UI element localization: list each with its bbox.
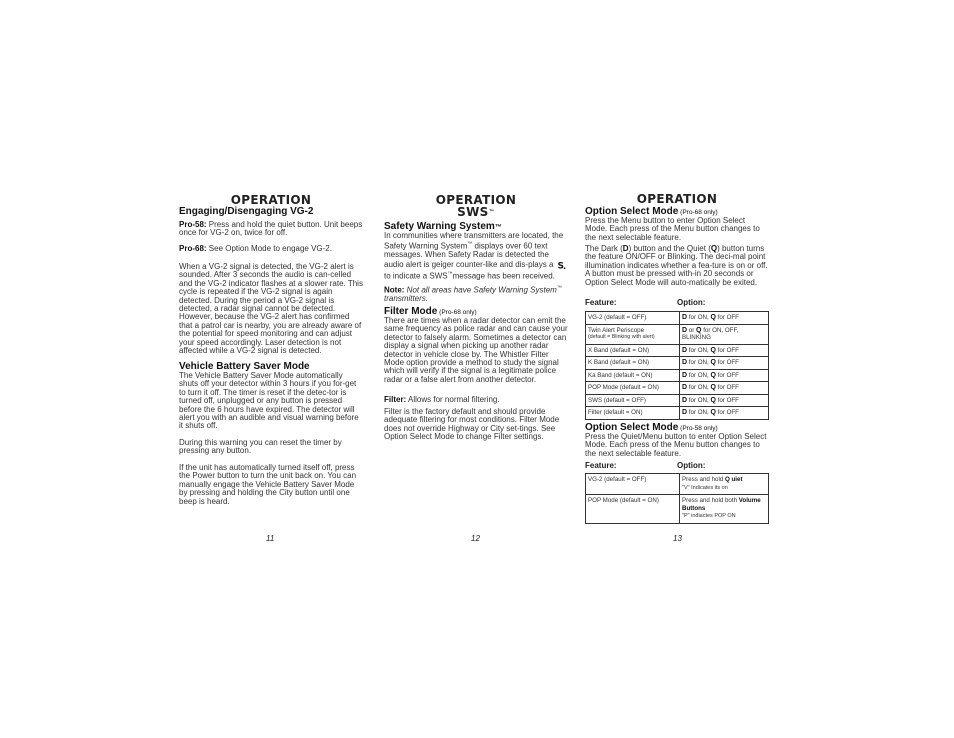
option-text-2: for OFF: [715, 384, 739, 391]
table-row: [586, 312, 769, 325]
feature-text: POP Mode (default = ON): [588, 384, 659, 391]
pro68-paragraph: [179, 245, 363, 253]
option-cell: [680, 312, 769, 325]
feature-cell: [586, 312, 680, 325]
page-12-subheading: [384, 206, 568, 219]
engaging-title: Engaging/Disengaging VG-2: [179, 206, 314, 217]
quiet-key: Q: [710, 359, 716, 366]
quiet-key: Q: [710, 384, 716, 391]
option-table-1: [585, 311, 769, 420]
feature-cell: [586, 369, 680, 382]
option-text-1: Press and hold: [682, 476, 725, 483]
sws-para-a: In communities where transmitters are located, the Safety Warning System: [384, 231, 564, 252]
page-number-12: 12: [471, 534, 480, 543]
filter-label-text: Allows for normal filtering.: [406, 395, 500, 404]
option-table-2-body: [586, 474, 769, 524]
para2a: The Dark (: [585, 244, 623, 253]
quiet-key: Q: [710, 314, 716, 321]
feature-cell: [586, 495, 680, 524]
option-text-1: for ON,: [687, 371, 711, 379]
option-text-1: or: [687, 326, 697, 334]
sws-paragraph: [384, 232, 568, 281]
para2-q: Q: [710, 244, 718, 253]
quiet-key: Q: [710, 371, 716, 379]
note-text-2: transmitters.: [384, 294, 429, 304]
option-text-1: for ON,: [687, 384, 711, 391]
option-text-1: for ON,: [687, 409, 711, 416]
option-text-1: for ON,: [687, 396, 711, 404]
filter-title-small: (Pro-68 only): [437, 309, 477, 316]
option-key: Volume Buttons: [682, 497, 761, 512]
filter-paragraph-2: Filter is the factory default and should provide adequate filtering for most conditions. Filter Mode does not override Highway or City set-tings. See Option Select Mode to change Filter settings.: [384, 407, 560, 442]
sws-heading: SWS: [457, 205, 489, 219]
option-cell: [680, 369, 769, 382]
pro58-paragraph: [179, 221, 363, 238]
feature-cell: [586, 394, 680, 407]
sws-title-tm: ™: [494, 224, 502, 231]
table-row: [586, 324, 769, 344]
option-title-1-small: (Pro-68 only): [678, 209, 718, 216]
option-2-paragraph-1: Press the Quiet/Menu button to enter Option Select Mode. Each press of the Menu button changes to the next selectable feature.: [585, 432, 767, 458]
feature-text: VG-2 (default = OFF): [588, 314, 647, 321]
sws-para-tm2: ™: [447, 270, 453, 277]
option-text-2: for OFF: [715, 409, 739, 416]
option-cell: [680, 344, 769, 357]
option-text-2: for OFF: [715, 314, 739, 321]
dark-key: D: [682, 371, 688, 379]
para2c: ) button turns the feature ON/OFF or Blinking. The deci-mal point illumination indicates whether a fea-ture is on or off. A button must be pressed with-in 20 seconds or Option Select Mode will auto-matically be exited.: [585, 244, 768, 287]
dark-key: D: [682, 359, 688, 366]
option-text-2: for OFF: [715, 359, 739, 366]
feature-cell: [586, 474, 680, 495]
note-paragraph: [384, 284, 568, 303]
feature-text: Twin Alert Periscope: [588, 326, 645, 334]
page-number-11: 11: [266, 534, 275, 543]
dark-key: D: [682, 314, 688, 321]
option-text-1: for ON,: [687, 359, 711, 366]
note-label: Note:: [384, 285, 405, 295]
filter-label: Filter:: [384, 395, 407, 404]
battery-title: Vehicle Battery Saver Mode: [179, 361, 310, 372]
quiet-key: Q: [710, 396, 716, 404]
dark-key: D: [682, 409, 688, 416]
option-title-1-text: Option Select Mode: [585, 206, 679, 217]
battery-paragraph-3: If the unit has automatically turned itself off, press the Power button to turn the unit back on. You can manually engage the Vehicle Battery Saver Mode by pressing and holding the City button until one beep is heard.: [179, 463, 357, 506]
page-13-heading: OPERATION: [636, 192, 718, 206]
option-1-paragraph-2: [585, 245, 769, 287]
sws-para-c: to indicate a SWS: [384, 271, 448, 281]
note-tm: ™: [556, 285, 562, 291]
table-row: [586, 474, 769, 495]
sws-title-text: Safety Warning System: [384, 221, 495, 232]
table-row: [586, 357, 769, 370]
vg2-paragraph: When a VG-2 signal is detected, the VG-2 alert is sounded. After 3 seconds the audio is can-celled and the VG-2 indicator flashes at a slower rate. This cycle is repeated if the VG-2 signal is again detected. During the period a VG-2 signal is detected, a radar signal cannot be detected. However, because the VG-2 alert has confirmed that a patrol car is nearby, you are already aware of the potential for speed monitoring and can adjust your speed accordingly. Laser detection is not affected while a VG-2 signal is detected.: [179, 262, 363, 356]
option-title-2-text: Option Select Mode: [585, 422, 679, 433]
sws-para-b: displays over 60 text messages. When Safety Radar is detected the audio alert is geiger counter-like and dis-plays a: [384, 242, 556, 269]
option-label-2: Option:: [677, 461, 706, 470]
sws-para-d: message has been received.: [452, 271, 555, 281]
note-text: Not all areas have Safety Warning System: [404, 285, 557, 295]
dark-key: D: [682, 396, 688, 404]
option-label-1: Option:: [677, 298, 706, 307]
feature-cell: [586, 382, 680, 395]
option-table-2: [585, 473, 769, 524]
option-cell: [680, 324, 769, 344]
option-text-2: for ON, OFF,: [701, 326, 739, 334]
table-row: [586, 407, 769, 420]
battery-paragraph-2: During this warning you can reset the timer by pressing any button.: [179, 438, 342, 456]
table-row: [586, 495, 769, 524]
feature-cell: [586, 324, 680, 344]
option-text-2: for OFF: [715, 346, 739, 354]
table-row: [586, 394, 769, 407]
option-text-1: for ON,: [687, 314, 711, 321]
option-text-2: for OFF: [715, 396, 739, 404]
option-key: Q uiet: [725, 476, 743, 483]
feature-text: VG-2 (default = OFF): [588, 476, 647, 483]
option-1-paragraph-1: Press the Menu button to enter Option Select Mode. Each press of the Menu button changes to the next selectable feature.: [585, 216, 760, 242]
feature-text: Ka Band (default = ON): [588, 371, 653, 379]
option-table-1-body: [586, 312, 769, 420]
filter-label-paragraph: [384, 396, 568, 404]
option-text-2: for OFF: [715, 371, 739, 379]
table-row: [586, 382, 769, 395]
option-text-1: for ON,: [687, 346, 711, 354]
option-cell: [680, 407, 769, 420]
page-11-heading: OPERATION: [230, 193, 312, 207]
dark-key: D: [682, 346, 688, 354]
feature-cell: [586, 344, 680, 357]
feature-text: POP Mode (default = ON): [588, 497, 659, 504]
option-text-2: "P" indiactes POP ON: [682, 513, 736, 519]
quiet-key: Q: [696, 326, 702, 334]
sws-para-tm: ™: [467, 241, 473, 248]
battery-paragraph-1: The Vehicle Battery Saver Mode automatically shuts off your detector within 3 hours if you for-get to turn it off. The timer is reset if the detec-tor is turned off, unplugged or any button is pressed before the 6 hours have expired. The detector will alert you with an audible and visual warning before it shuts off.: [179, 371, 359, 431]
option-cell: [680, 474, 769, 495]
option-text-1: Press and hold both: [682, 497, 739, 504]
para2b: ) button and the Quiet (: [628, 244, 711, 253]
feature-text: X Band (default = ON): [588, 346, 650, 354]
feature-label-2: Feature:: [585, 461, 617, 470]
quiet-key: Q: [710, 346, 716, 354]
filter-title-text: Filter Mode: [384, 306, 438, 317]
feature-text: Filter (default = ON): [588, 409, 643, 416]
feature-cell: [586, 357, 680, 370]
quiet-key: Q: [710, 409, 716, 416]
pro68-text: See Option Mode to engage VG-2.: [206, 244, 332, 253]
pro58-text: Press and hold the quiet button. Unit beeps once for VG-2 on, twice for off.: [179, 220, 363, 238]
page-number-13: 13: [673, 534, 682, 543]
feature-cell: [586, 407, 680, 420]
feature-text: SWS (default = OFF): [588, 396, 646, 404]
para2-d: D: [622, 244, 629, 253]
table-row: [586, 344, 769, 357]
option-title-2-small: (Pro-58 only): [678, 425, 718, 432]
pro68-label: Pro-68:: [179, 244, 207, 253]
option-cell: [680, 495, 769, 524]
feature-subtext: (default = Blinking with alert): [588, 334, 655, 340]
pro58-label: Pro-58:: [179, 220, 207, 229]
option-cell: [680, 382, 769, 395]
feature-text: K Band (default = ON): [588, 359, 650, 366]
sws-indicator-icon: [556, 260, 567, 270]
option-cell: [680, 394, 769, 407]
option-text-3: BLINKING: [682, 334, 711, 341]
feature-label-1: Feature:: [585, 298, 617, 307]
filter-paragraph: There are times when a radar detector can emit the same frequency as police radar and can cause your detector to falsely alarm. Sometimes a detector can display a signal when picking up another radar detector in vehicle close by. The Whistler Filter Mode option provide a method to study the signal which will verify if the signal is a legitimate police radar or a false alert from another detector.: [384, 316, 568, 384]
table-row: [586, 369, 769, 382]
option-cell: [680, 357, 769, 370]
option-text-2: "V" Indicates its on: [682, 484, 728, 491]
dark-key: D: [682, 326, 688, 334]
page-12-heading: OPERATION: [435, 193, 517, 207]
dark-key: D: [682, 384, 688, 391]
svg-text:S: S: [557, 261, 564, 270]
sws-heading-tm: ™: [488, 209, 495, 216]
